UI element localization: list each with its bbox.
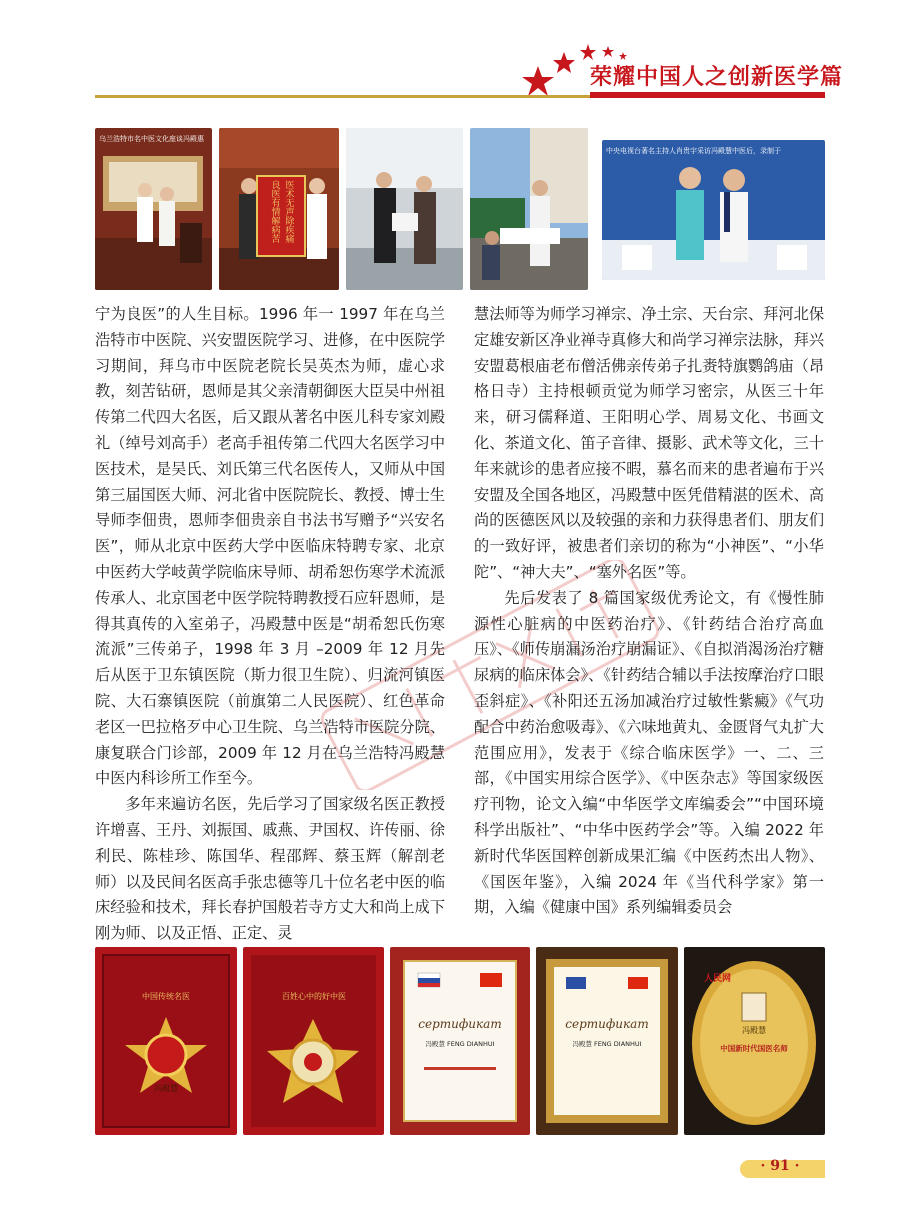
article-paragraph: 慧法师等为师学习禅宗、净土宗、天台宗、拜河北保定雄安新区净业禅寺真修大和尚学习禅宗法脉，拜兴安盟葛根庙老布僧活佛亲传弟子扎赉特旗鹦鸽庙（昂格日寺）主持根顿贡觉为师学习密宗，从医三十年来，研习儒释道、王阳明心学、周易文化、书画文化、茶道文化、笛子音律、摄影、武术等文化，三十年来就诊的患者应接不暇，慕名而来的患者遍布于兴安盟及全国各地区，冯殿慧中医凭借精湛的医术、高尚的医德医风以及较强的亲和力获得患者们、朋友们的一致好评，被患者们亲切的称为“小神医”、“小华陀”、“神大夫”、“塞外名医”等。 [474, 305, 824, 581]
certificate-1-title: сертификат [418, 1017, 502, 1031]
header-accent-bar [590, 92, 825, 98]
article-paragraph: 先后发表了 8 篇国家级优秀论文，有《慢性肺源性心脏病的中医药治疗》、《针药结合治疗高血压》、《师传崩漏汤治疗崩漏证》、《自拟消渴汤治疗糖尿病的临床体会》、《针药结合辅以手法按摩治疗口眼歪斜症》、《补阳还五汤加减治疗过敏性紫癜》《气功配合中药治愈吸毒》、《六味地黄丸、金匮肾气丸扩大范围应用》，发表于《综合临床医学》一、二、三部，《中国实用综合医学》、《中医杂志》等国家级医疗刊物，论文入编“中华医学文库编委会”“中国环境科学出版社”、“中华中医药学会”等。入编 2022 年新时代华医国粹创新成果汇编《中医药杰出人物》、《国医年鉴》，入编 2024 年《当代科学家》第一期，入编《健康中国》系列编辑委员会 [474, 588, 824, 917]
top-photo-2 [219, 128, 339, 290]
medal-2-label: 百姓心中的好中医 [282, 992, 346, 1001]
top-photo-5-caption: 中央电视台著名主持人肖贵宇采访冯殿慧中医后，录制于 [606, 147, 781, 155]
top-photo-4 [470, 128, 588, 290]
silk-banner [259, 180, 303, 252]
article-paragraph: 多年来遍访名医，先后学习了国家级名医正教授许增喜、王丹、刘振国、戚燕、尹国权、许传丽、徐利民、陈桂珍、陈国华、程邵辉、蔡玉辉（解剖老师）以及民间名医高手张忠德等几十位名老中医的临床经验和技术，拜长春护国般若寺方丈大和尚上成下刚为师、以及正悟、正定、灵 [95, 795, 445, 943]
medal-photo-2 [243, 947, 384, 1135]
page-number: · 91 · [760, 1158, 800, 1174]
article-column-left [95, 302, 445, 947]
top-photo-5 [602, 140, 825, 280]
silk-banner-line-2: 医术无声除疾痛 [283, 180, 294, 243]
certificate-photo-1 [390, 947, 530, 1135]
section-title: 荣耀中国人之创新医学篇 [590, 64, 844, 90]
plaque-name: 冯殿慧 [742, 1026, 766, 1035]
plaque-title: 中国新时代国医名师 [720, 1044, 788, 1053]
certificate-2-title: сертификат [565, 1017, 649, 1031]
article-paragraph: 宁为良医”的人生目标。1996 年一 1997 年在乌兰浩特市中医院、兴安盟医院学习、进修，在中医院学习期间，拜乌市中医院老院长吴英杰为师，虚心求教，刻苦钻研，恩师是其父亲清朝御医大臣吴中州祖传第二代四大名医，后又跟从著名中医儿科专家刘殿礼（绰号刘高手）老高手祖传第二代四大名医学习中医技术，是吴氏、刘氏第三代名医传人，又师从中国第三届国医大师、河北省中医院院长、教授、博士生导师李佃贵，恩师李佃贵亲自书法书写赠予“兴安名医”，师从北京中医药大学中医临床特聘专家、北京中医药大学岐黄学院临床导师、胡希恕伤寒学术流派传承人、北京国老中医学院特聘教授石应轩恩师，是得其真传的入室弟子，冯殿慧中医是“胡希恕氏伤寒流派”三传弟子，1998 年 3 月 –2009 年 12 月先后从医于卫东镇医院（斯力很卫生院）、归流河镇医院、大石寨镇医院（前旗第二人民医院）、红色革命老区一巴拉格歹中心卫生院、乌兰浩特市医院分院、康复联合门诊部，2009 年 12 月在乌兰浩特冯殿慧中医内科诊所工作至今。 [95, 305, 445, 788]
top-photo-1-caption: 乌兰浩特市名中医文化座谈冯殿惠 [99, 135, 204, 143]
certificate-photo-2 [536, 947, 678, 1135]
article-column-right [474, 302, 824, 921]
silk-banner-line-1: 良医有情解病苦 [269, 180, 280, 243]
plaque-brand: 人民网 [704, 974, 732, 984]
medal-photo-1 [95, 947, 237, 1135]
certificate-1-name: 冯殿慧 FENG DIANHUI [425, 1040, 495, 1048]
certificate-2-name: 冯殿慧 FENG DIANHUI [572, 1040, 642, 1048]
top-photo-1 [95, 128, 212, 290]
medal-1-name: 冯殿慧 [154, 1084, 178, 1093]
top-photo-3 [346, 128, 463, 290]
plaque-photo [684, 947, 825, 1135]
medal-1-label: 中国传统名医 [142, 992, 190, 1001]
